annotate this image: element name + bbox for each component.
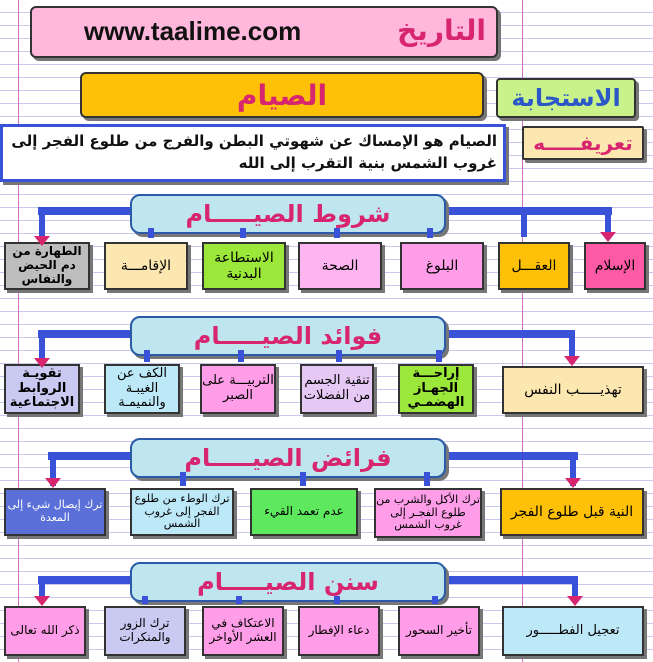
obligations-branch xyxy=(300,472,306,486)
sunnah-avoid-falsehood: ترك الزور والمنكرات xyxy=(104,606,186,656)
answer-label: الاستجابة xyxy=(496,78,636,118)
condition-islam: الإسلام xyxy=(584,242,646,290)
obligations-heading: فرائض الصيـــــام xyxy=(130,438,446,478)
conditions-branch xyxy=(148,228,154,238)
benefits-branch xyxy=(336,350,342,362)
obligation-no-intercourse: ترك الوطء من طلوع الفجر إلى غروب الشمس xyxy=(130,488,234,536)
condition-ability: الاستطاعة البدنية xyxy=(202,242,286,290)
sunnah-iftar-prayer: دعاء الإفطار xyxy=(298,606,380,656)
subject-title: التاريخ xyxy=(397,14,486,47)
benefit-patience: التربيـــة على الصبر xyxy=(200,364,276,414)
benefit-social-ties: تقويـة الروابط الاجتماعية xyxy=(4,364,80,414)
arrow-down-icon xyxy=(565,478,581,488)
condition-residence: الإقامـــة xyxy=(104,242,188,290)
condition-reason: العقـــل xyxy=(498,242,570,290)
benefits-heading: فوائد الصيـــــام xyxy=(130,316,446,356)
benefit-body-purify: تنقية الجسم من الفضلات xyxy=(300,364,374,414)
benefits-branch xyxy=(238,350,244,362)
site-url: www.taalime.com xyxy=(84,16,302,46)
conditions-branch xyxy=(240,228,246,238)
condition-puberty: البلوغ xyxy=(400,242,484,290)
top-header xyxy=(30,6,498,58)
obligation-no-vomit: عدم تعمد القيء xyxy=(250,488,358,536)
condition-purity: الطهارة من دم الحيض والنفاس xyxy=(4,242,90,290)
conditions-branch xyxy=(521,207,527,237)
sunnahs-branch xyxy=(334,596,340,604)
margin-line-left xyxy=(18,0,19,662)
sunnah-remembrance: ذكر الله تعالى xyxy=(4,606,86,656)
sunnahs-heading: سنن الصيـــــام xyxy=(130,562,446,602)
sunnah-itikaf: الاعتكاف في العشر الأواخر xyxy=(202,606,284,656)
benefit-self-discipline: تهذيـــــب النفس xyxy=(502,366,644,414)
arrow-down-icon xyxy=(34,596,50,606)
obligation-no-food: ترك الأكل والشرب من طلوع الفجـر إلى غروب الشمس xyxy=(374,488,482,538)
benefit-refrain-gossip: الكف عن الغيبـة والنميمـة xyxy=(104,364,180,414)
obligation-nothing-to-stomach: ترك إيصال شيء إلى المعدة xyxy=(4,488,106,536)
arrow-down-icon xyxy=(600,232,616,242)
definition-text: الصيام هو الإمساك عن شهوتي البطن والفرج من طلوع الفجر إلى غروب الشمس بنية التقرب إلى الله xyxy=(0,124,506,182)
benefits-branch xyxy=(436,350,442,362)
main-title: الصيام xyxy=(80,72,484,118)
sunnahs-branch xyxy=(236,596,242,604)
obligation-intention: النية قبل طلوع الفجر xyxy=(500,488,644,536)
definition-label: تعريفـــــه xyxy=(522,126,644,160)
arrow-down-icon xyxy=(564,356,580,366)
conditions-branch xyxy=(427,228,433,238)
arrow-down-icon xyxy=(34,236,50,246)
sunnahs-branch xyxy=(432,596,438,604)
arrow-down-icon xyxy=(34,358,50,368)
arrow-down-icon xyxy=(45,478,61,488)
benefits-branch xyxy=(144,350,150,362)
condition-health: الصحة xyxy=(298,242,382,290)
obligations-branch xyxy=(424,472,430,486)
obligations-branch xyxy=(180,472,186,486)
arrow-down-icon xyxy=(567,596,583,606)
conditions-heading: شروط الصيـــــام xyxy=(130,194,446,234)
sunnah-delay-suhoor: تأخير السحور xyxy=(398,606,480,656)
sunnah-hasten-iftar: تعجيل الفطـــــور xyxy=(502,606,644,656)
conditions-branch xyxy=(334,228,340,238)
benefit-digestive-rest: إراحـــة الجهـاز الهضمـي xyxy=(398,364,474,414)
sunnahs-branch xyxy=(142,596,148,604)
